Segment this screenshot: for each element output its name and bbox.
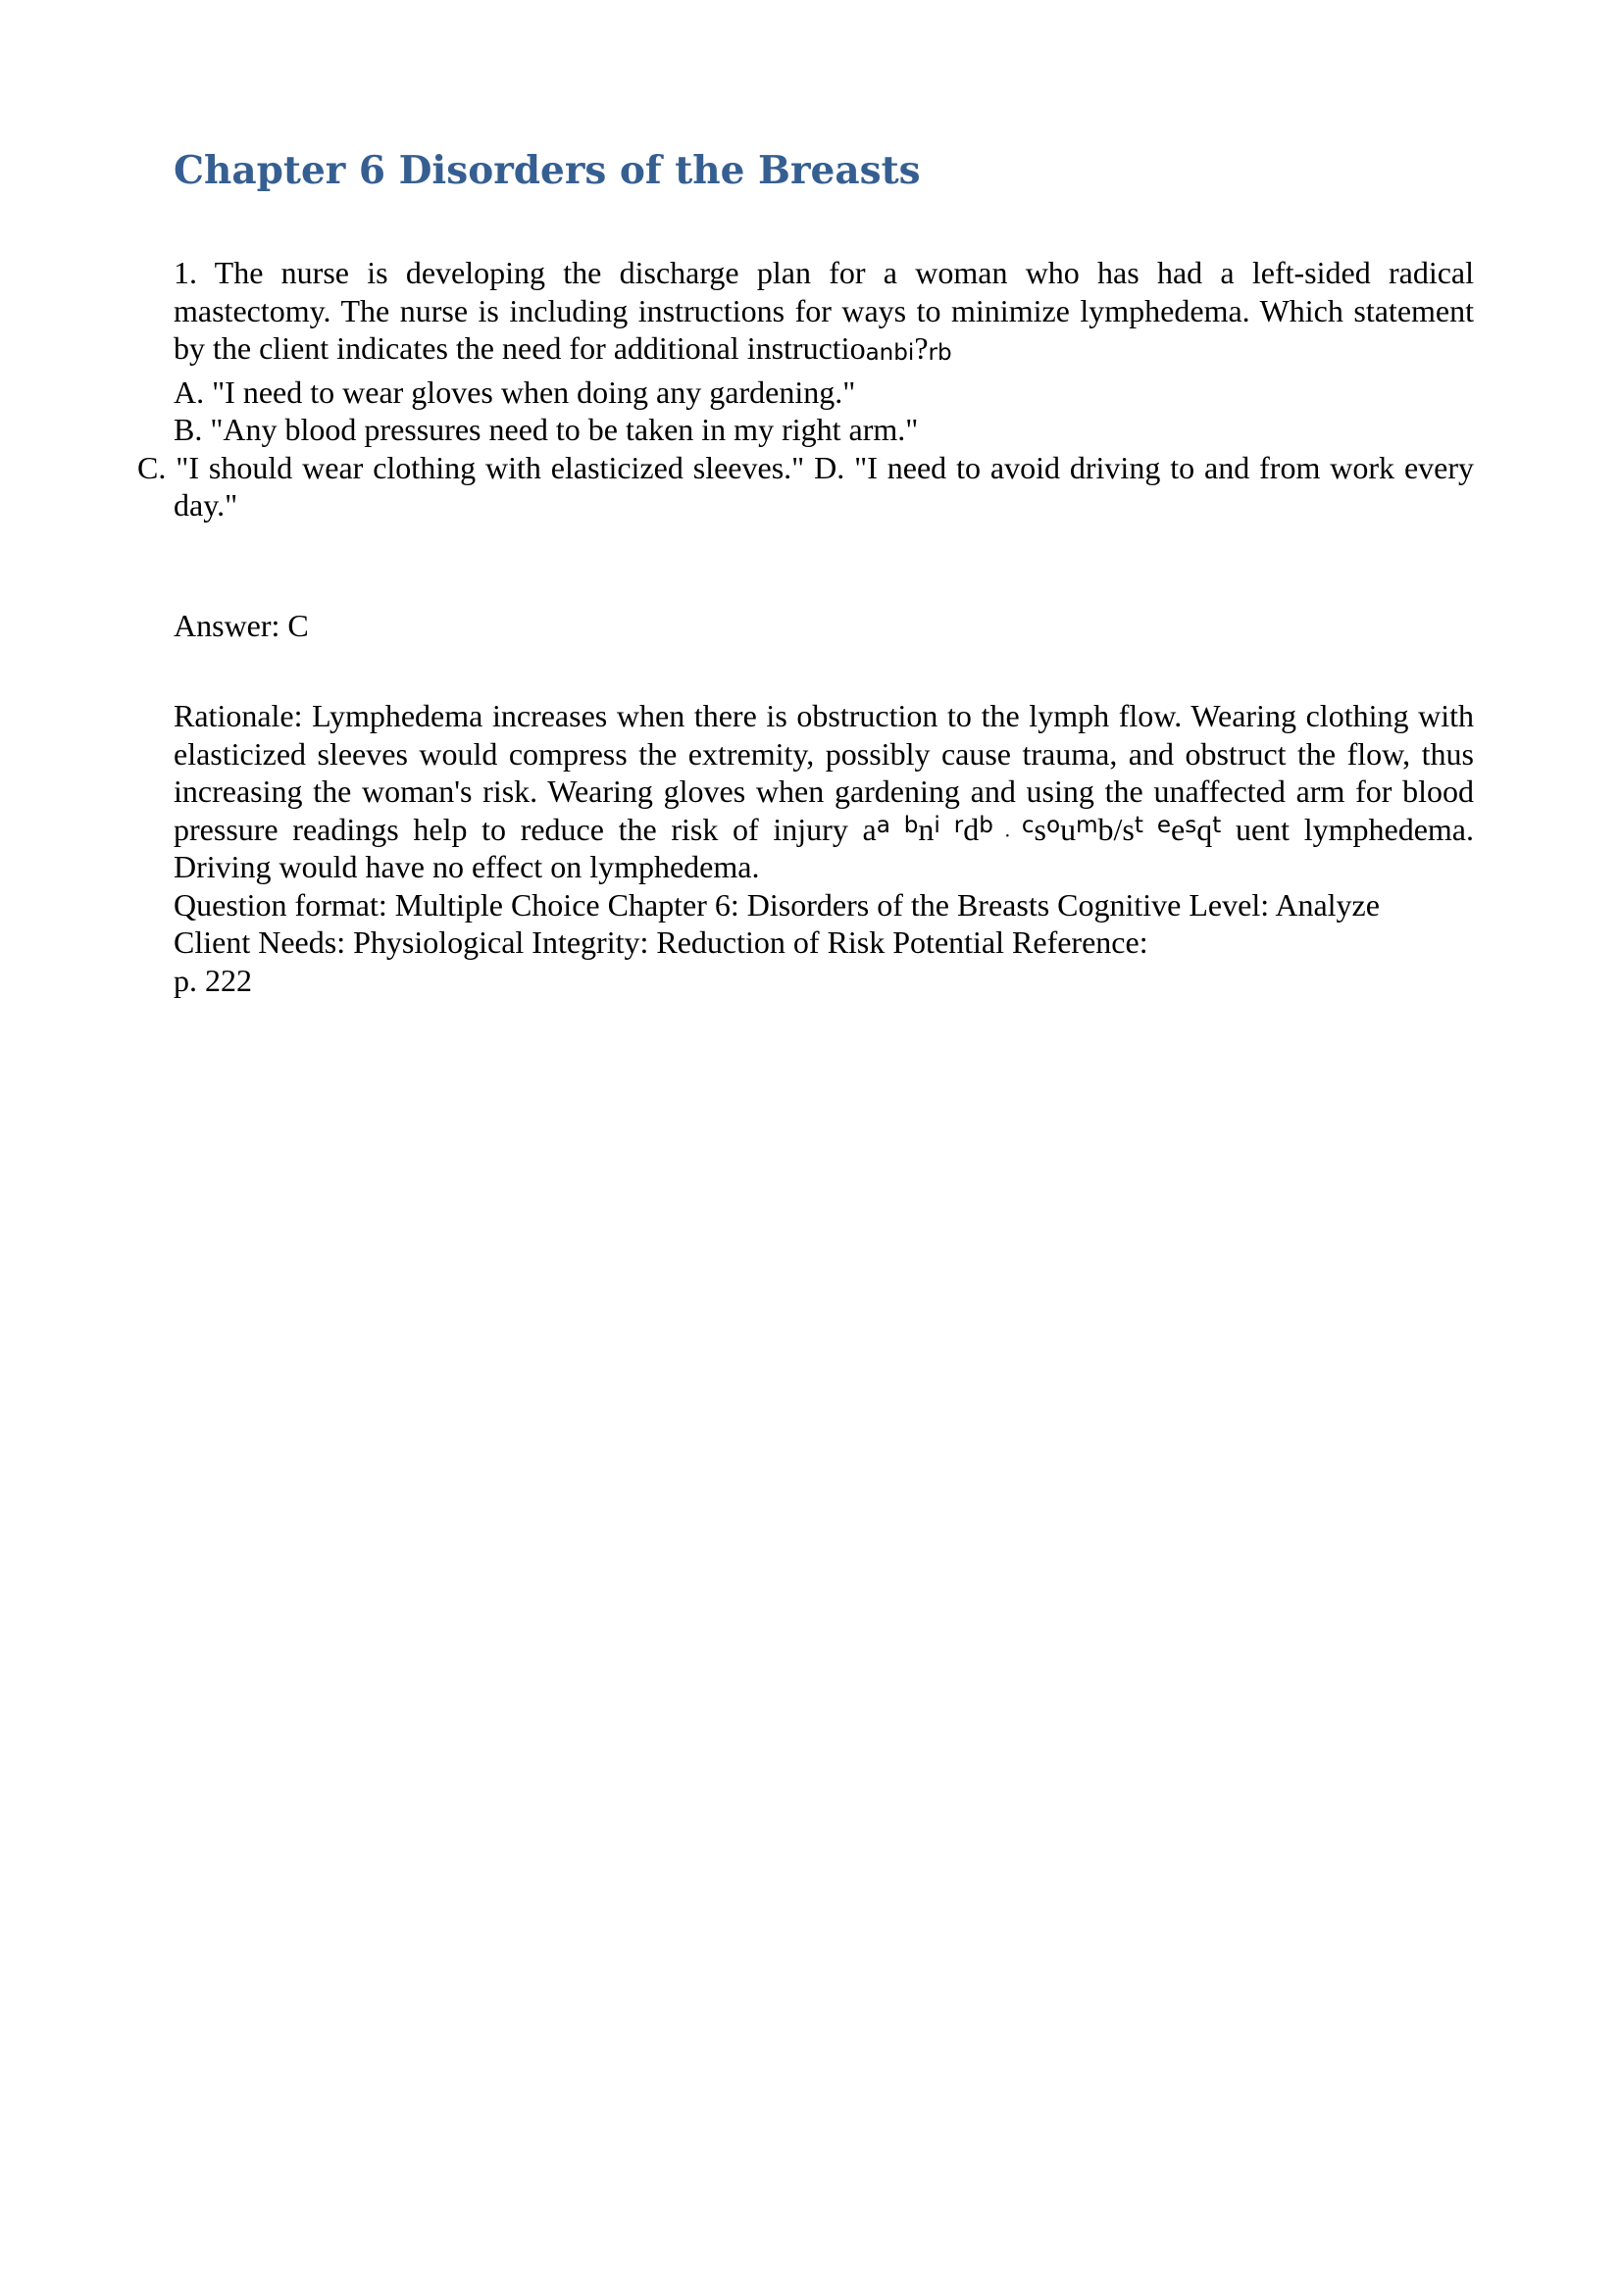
question-format-line: Question format: Multiple Choice Chapter 6: Disorders of the Breasts Cognitive Level: Analyze (174, 886, 1380, 923)
rationale-text: Rationale: Lymphedema increases when there is obstruction to the lymph flow. Wearing clothing with elasticized sleeves would compress the extremity, possibly cause trauma, and obstruct the flow, thus increasing the woman's risk. Wearing gloves when gardening and using the unaffected arm for blood pressure readings help to reduce the risk of injury $a^{a b}n^{i r}d^b$ . $^cs^ou^mb/s^{t e}e^sq^t$ uent lymphedema. Driving would have no effect on lymphedema. (174, 698, 1474, 884)
page-title: Chapter 6 Disorders of the Breasts (174, 148, 921, 193)
question-text: 1. The nurse is developing the discharge plan for a woman who has had a left-sided radical mastectomy. The nurse is including instructions for ways to minimize lymphedema. Which statement by the client indicates the need for additional instructioanbi?rb (174, 255, 1474, 366)
option-c-d: C. "I should wear clothing with elasticized sleeves." D. "I need to avoid driving to and from work every day." (137, 449, 1474, 523)
answer-line: Answer: C (174, 607, 309, 643)
option-b: B. "Any blood pressures need to be taken in my right arm." (174, 412, 919, 447)
page-reference: p. 222 (174, 962, 252, 998)
client-needs-line: Client Needs: Physiological Integrity: Reduction of Risk Potential Reference: (174, 924, 1148, 960)
option-a: A. "I need to wear gloves when doing any gardening." (174, 374, 856, 410)
document-content (137, 0, 1474, 999)
